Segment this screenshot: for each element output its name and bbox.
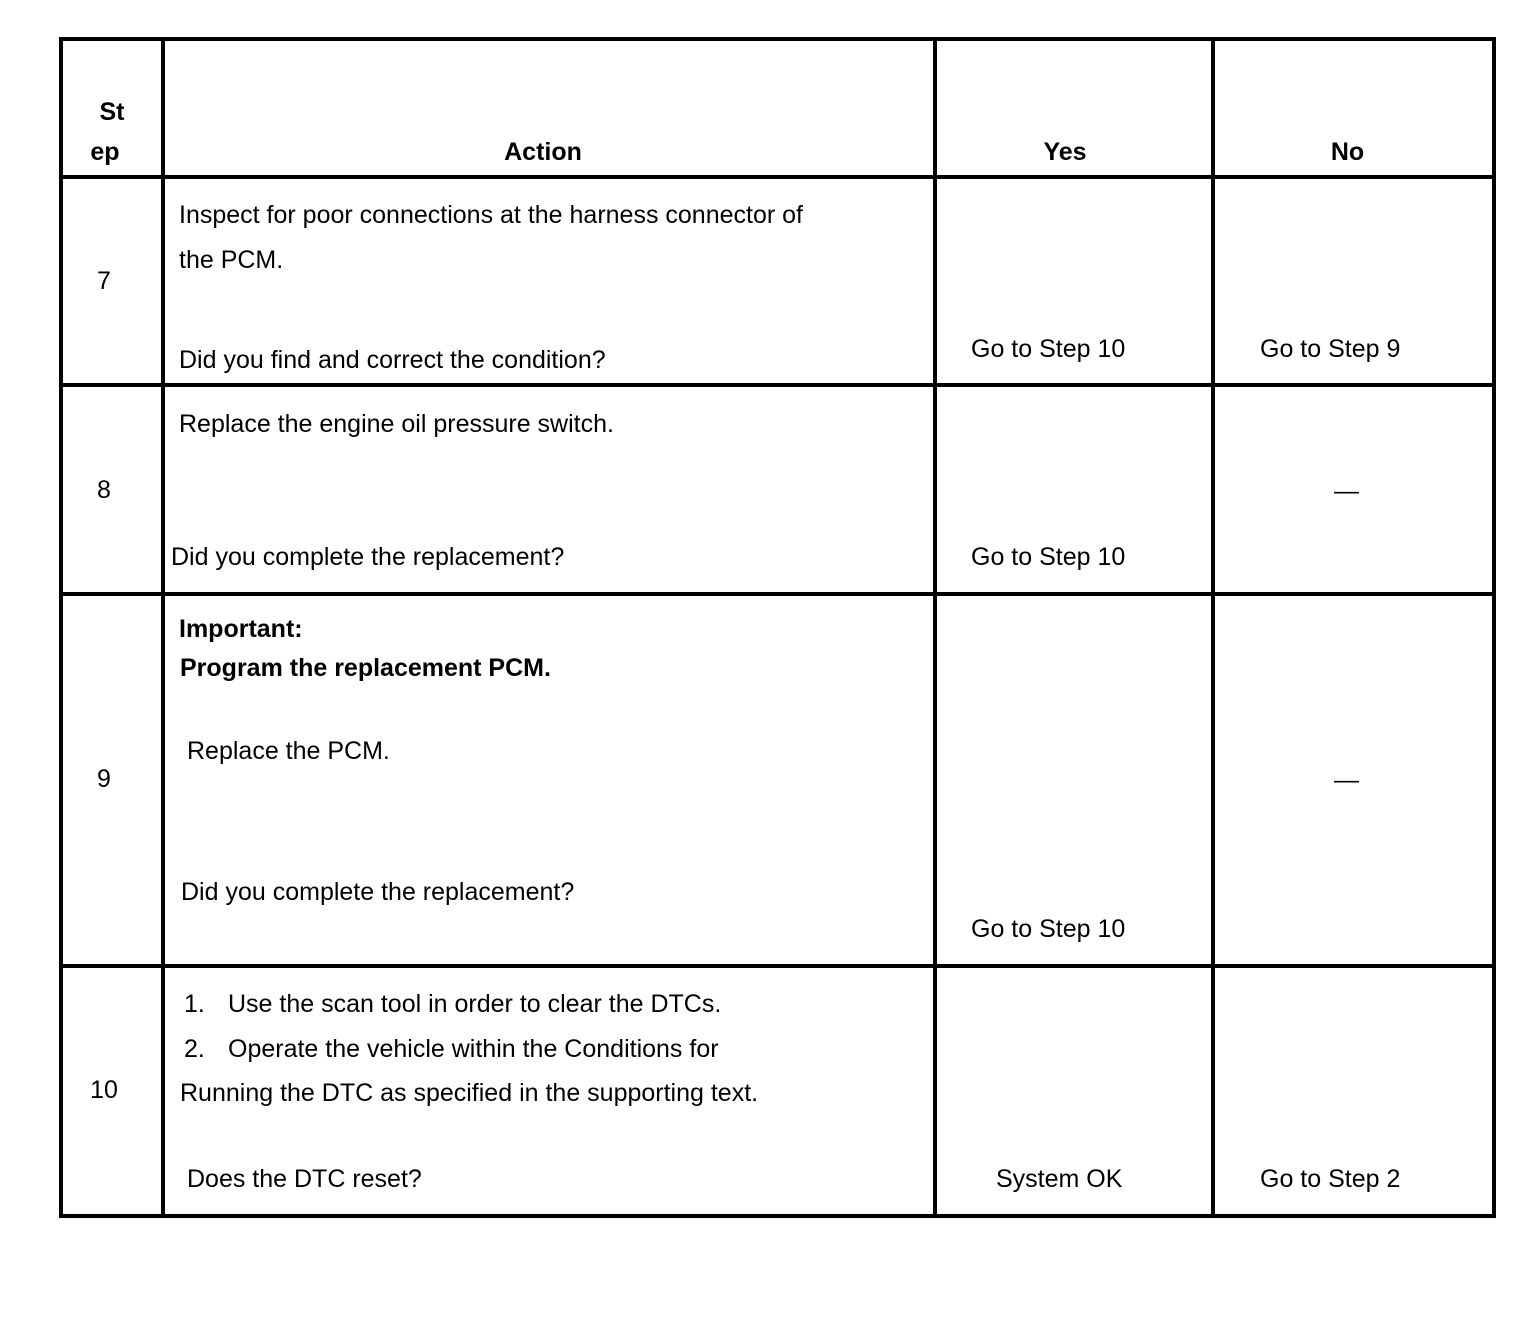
- action-text: Replace the engine oil pressure switch.: [179, 410, 614, 438]
- column-divider-no: [1211, 38, 1215, 1218]
- no-result: Go to Step 9: [1260, 335, 1401, 363]
- action-text: Inspect for poor connections at the harness connector of: [179, 201, 803, 229]
- list-item-continuation: Running the DTC as specified in the supporting text.: [180, 1079, 759, 1107]
- action-question: Did you complete the replacement?: [171, 543, 565, 571]
- header-step-line2: ep: [90, 138, 120, 166]
- no-result: —: [1334, 766, 1359, 794]
- step-number: 8: [97, 476, 111, 504]
- row-divider-9-10: [59, 964, 1496, 968]
- list-item-number: 2.: [184, 1035, 205, 1063]
- list-item-number: 1.: [184, 990, 205, 1018]
- yes-result: Go to Step 10: [971, 335, 1126, 363]
- no-result: —: [1334, 477, 1359, 505]
- header-yes: Yes: [1043, 138, 1087, 166]
- yes-result: Go to Step 10: [971, 543, 1126, 571]
- important-text: Program the replacement PCM.: [180, 654, 551, 682]
- important-label: Important:: [179, 615, 303, 643]
- yes-result: Go to Step 10: [971, 915, 1126, 943]
- step-number: 9: [97, 765, 111, 793]
- table-border-bottom: [59, 1214, 1496, 1218]
- table-border-right: [1492, 38, 1496, 1218]
- header-no: No: [1330, 138, 1365, 166]
- list-item-text: Use the scan tool in order to clear the DTCs.: [228, 990, 722, 1018]
- column-divider-yes: [933, 38, 937, 1218]
- yes-result: System OK: [996, 1165, 1123, 1193]
- action-question: Did you find and correct the condition?: [179, 346, 606, 374]
- header-action: Action: [504, 138, 582, 166]
- row-divider-8-9: [59, 592, 1496, 596]
- row-divider-7-8: [59, 383, 1496, 387]
- header-step-line1: St: [99, 98, 125, 126]
- list-item-text: Operate the vehicle within the Conditions for: [228, 1035, 719, 1063]
- step-number: 10: [90, 1076, 118, 1104]
- table-border-left: [59, 38, 63, 1218]
- action-question: Did you complete the replacement?: [181, 878, 575, 906]
- header-divider: [59, 175, 1496, 179]
- action-question: Does the DTC reset?: [187, 1165, 422, 1193]
- table-border-top: [59, 37, 1496, 41]
- no-result: Go to Step 2: [1260, 1165, 1401, 1193]
- action-text: the PCM.: [179, 246, 284, 274]
- step-number: 7: [97, 267, 111, 295]
- column-divider-action: [161, 38, 165, 1218]
- action-text: Replace the PCM.: [187, 737, 390, 765]
